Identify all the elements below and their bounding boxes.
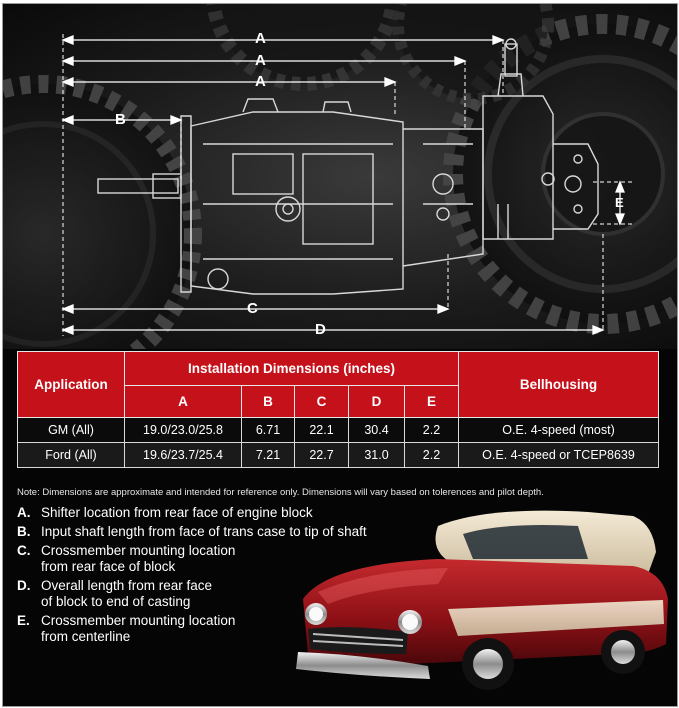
table-cell-b: 6.71	[242, 418, 295, 443]
table-cell-application: GM (All)	[18, 418, 125, 443]
dimension-legend	[17, 505, 437, 648]
legend-letter: A.	[17, 505, 31, 520]
table-row-ford	[18, 443, 659, 468]
legend-item-a	[17, 505, 437, 521]
legend-text-continued: of block to end of casting	[41, 594, 191, 609]
table-cell-bellhousing: O.E. 4-speed (most)	[459, 418, 659, 443]
application-header: Application	[18, 352, 125, 418]
dimensions-note: Note: Dimensions are approximate and intended for reference only. Dimensions will vary based on tolerences and pilot depth.	[17, 487, 544, 498]
table-cell-d: 31.0	[349, 443, 405, 468]
legend-text: Crossmember mounting location	[41, 613, 236, 628]
legend-item-c	[17, 543, 437, 575]
transmission-diagram	[3, 4, 677, 349]
legend-text-continued: from rear face of block	[41, 559, 176, 574]
legend-letter: D.	[17, 578, 31, 593]
dimension-label-e: E	[615, 195, 624, 210]
dimension-label-d: D	[315, 321, 326, 338]
dimension-label-a-bottom: A	[255, 73, 266, 90]
legend-text: Crossmember mounting location	[41, 543, 236, 558]
table-cell-a: 19.6/23.7/25.4	[125, 443, 242, 468]
installation-dimensions-header: Installation Dimensions (inches)	[125, 352, 459, 386]
legend-item-e	[17, 613, 437, 645]
transmission-drawing	[3, 4, 677, 349]
table-cell-e: 2.2	[405, 443, 459, 468]
column-header-d: D	[349, 386, 405, 418]
column-header-e: E	[405, 386, 459, 418]
legend-item-d	[17, 578, 437, 610]
installation-dimensions-table	[17, 351, 659, 468]
dimension-label-a-top: A	[255, 30, 266, 47]
dimension-label-b: B	[115, 111, 126, 128]
table-cell-c: 22.1	[295, 418, 349, 443]
legend-text: Overall length from rear face	[41, 578, 213, 593]
bellhousing-header: Bellhousing	[459, 352, 659, 418]
dimension-label-c: C	[247, 300, 258, 317]
legend-letter: E.	[17, 613, 30, 628]
table-cell-d: 30.4	[349, 418, 405, 443]
legend-text-continued: from centerline	[41, 629, 131, 644]
table-cell-bellhousing: O.E. 4-speed or TCEP8639	[459, 443, 659, 468]
table-cell-application: Ford (All)	[18, 443, 125, 468]
column-header-c: C	[295, 386, 349, 418]
legend-text: Input shaft length from face of trans case to tip of shaft	[41, 524, 367, 539]
column-header-a: A	[125, 386, 242, 418]
table-row-gm	[18, 418, 659, 443]
table-cell-b: 7.21	[242, 443, 295, 468]
table-cell-a: 19.0/23.0/25.8	[125, 418, 242, 443]
column-header-b: B	[242, 386, 295, 418]
product-infographic	[2, 3, 678, 707]
dimension-label-a-middle: A	[255, 52, 266, 69]
legend-letter: B.	[17, 524, 31, 539]
legend-letter: C.	[17, 543, 31, 558]
legend-item-b	[17, 524, 437, 540]
legend-text: Shifter location from rear face of engine block	[41, 505, 313, 520]
table-cell-c: 22.7	[295, 443, 349, 468]
table-cell-e: 2.2	[405, 418, 459, 443]
